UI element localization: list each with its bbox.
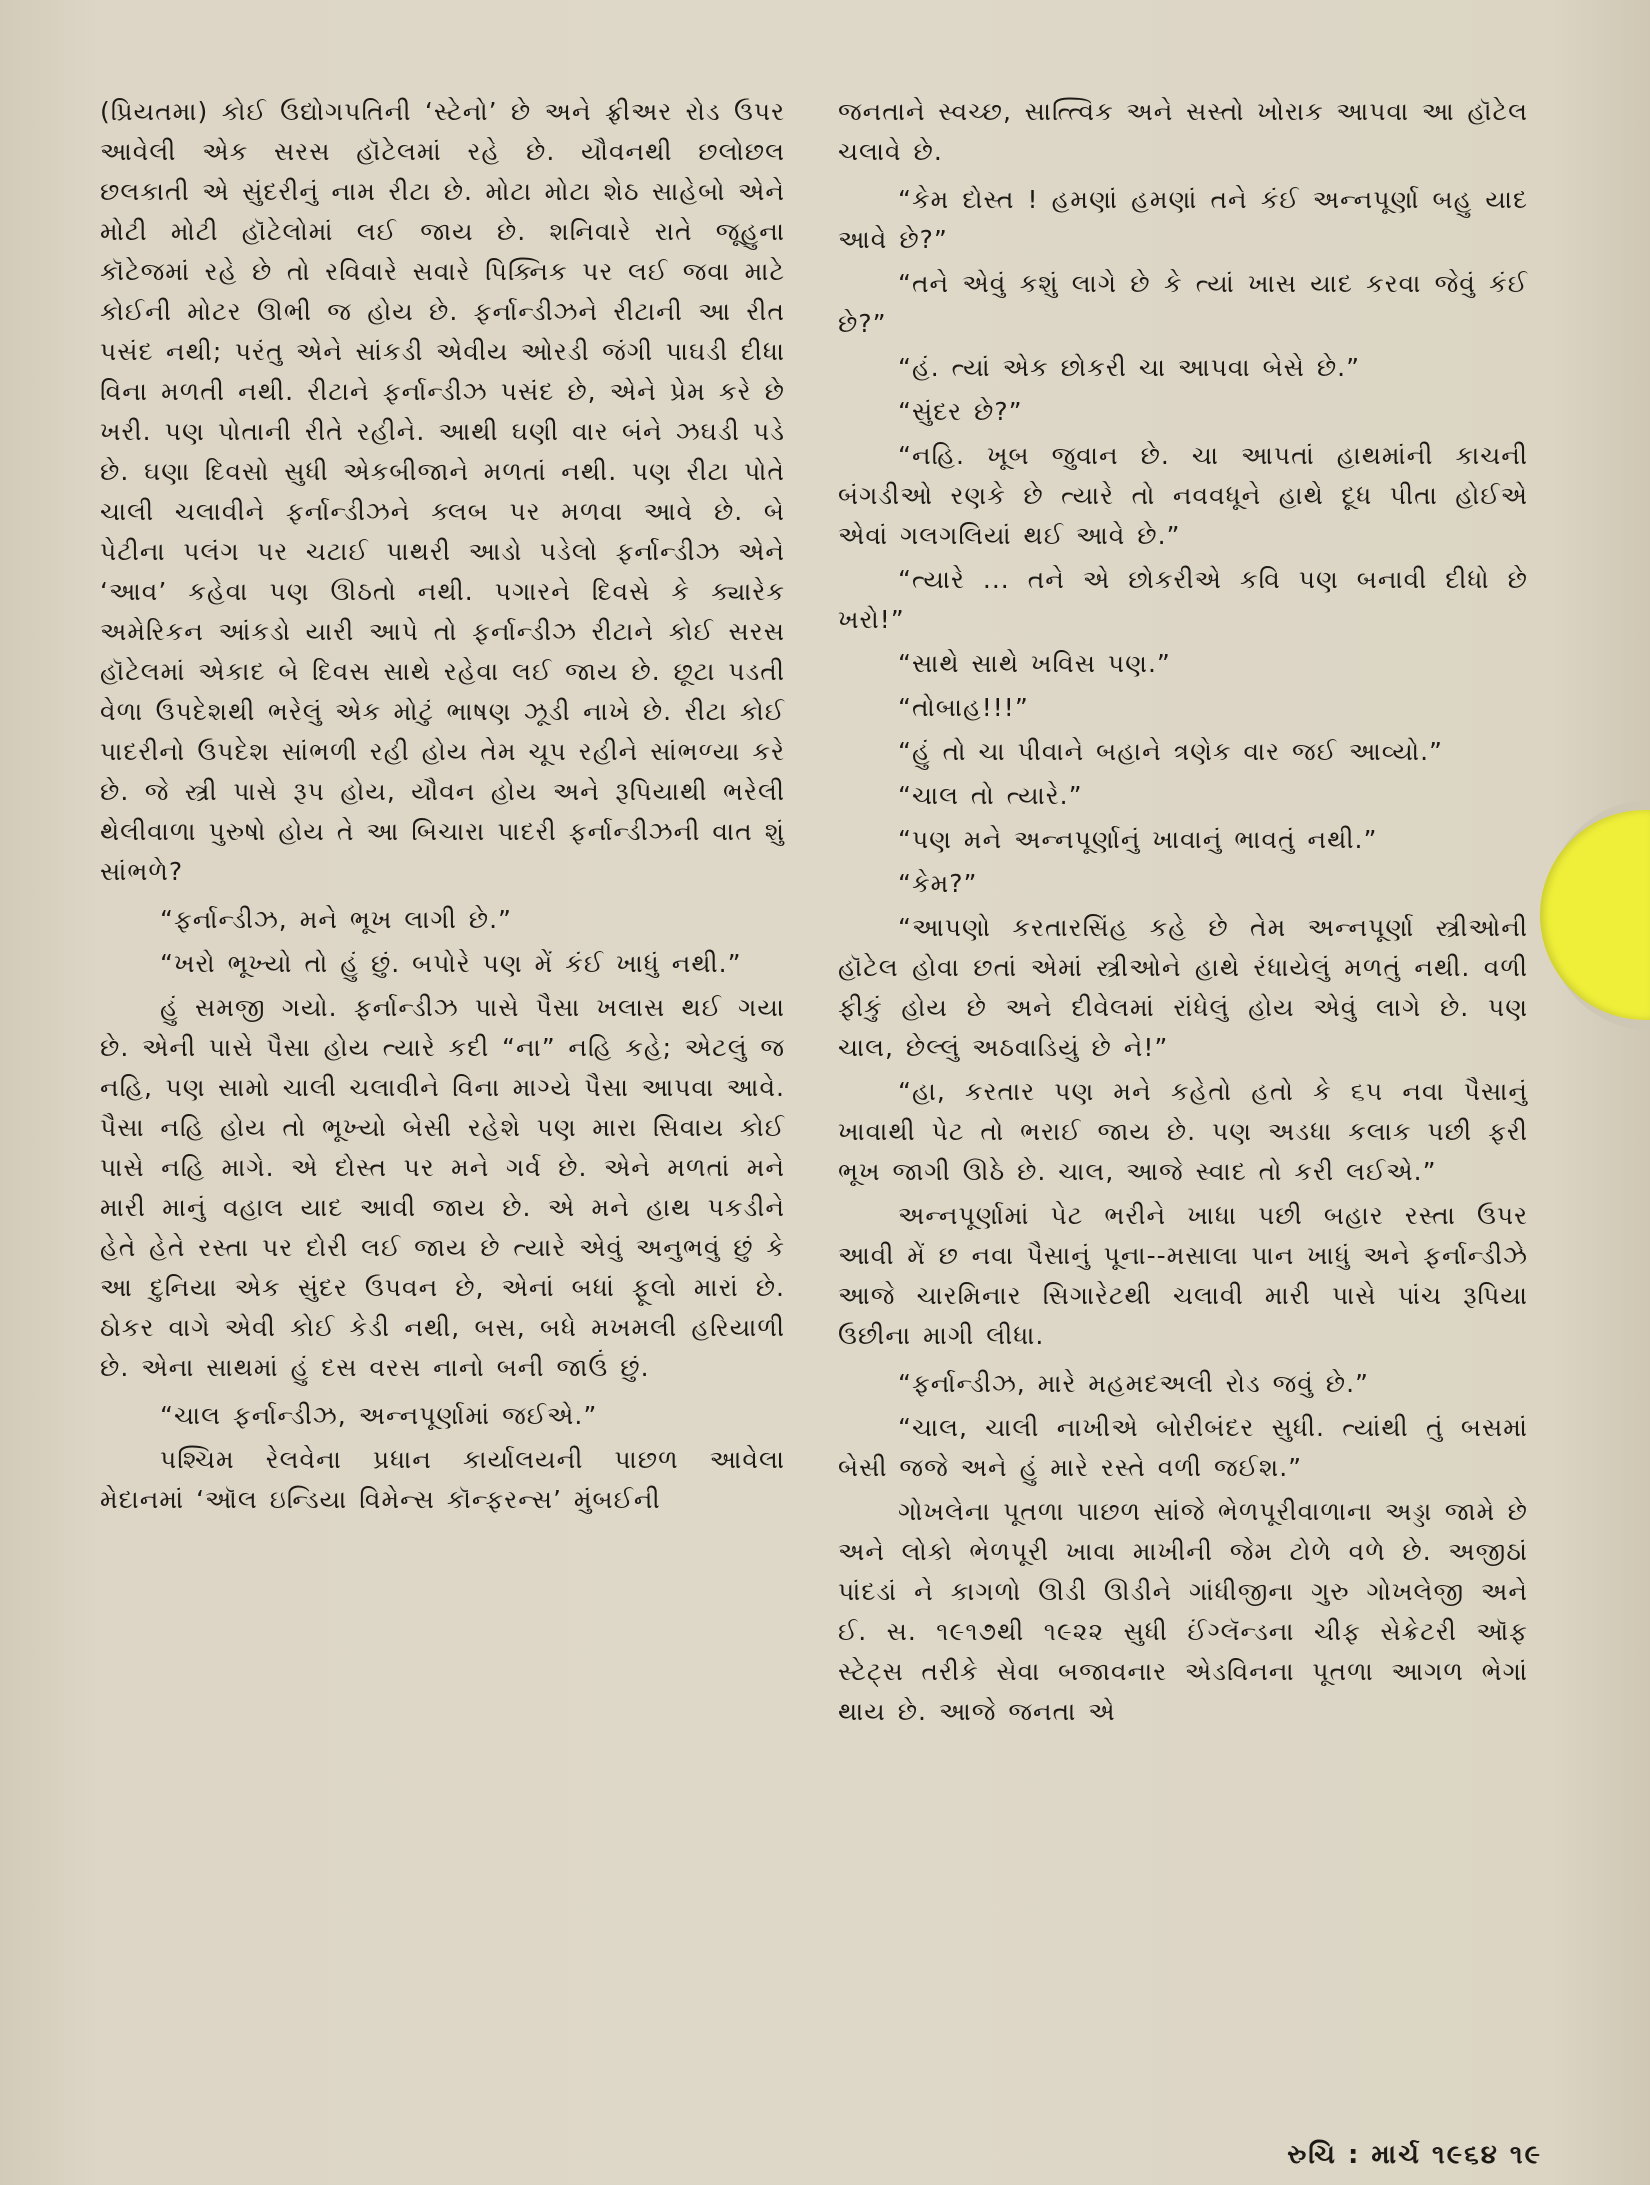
dialog-line: “ફર્નાન્ડીઝ, મને ભૂખ લાગી છે.”: [160, 905, 513, 934]
dialog-line: “તને એવું કશું લાગે છે કે ત્યાં ખાસ યાદ કરવા જેવું કંઈ છે?”: [838, 269, 1528, 338]
dialog-line: “તોબાહ!!!”: [898, 693, 1029, 722]
yellow-index-tab: [1540, 810, 1650, 1020]
dialog-line: “હં. ત્યાં એક છોકરી ચા આપવા બેસે છે.”: [898, 353, 1361, 382]
dialog-line: “સાથે સાથે ખવિસ પણ.”: [898, 649, 1171, 678]
dialog-line: “ચાલ ફર્નાન્ડીઝ, અન્નપૂર્ણામાં જઈએ.”: [160, 1401, 598, 1430]
paragraph: પશ્ચિમ રેલવેના પ્રધાન કાર્યાલયની પાછળ આવેલા મેદાનમાં ‘ઑલ ઇન્ડિયા વિમેન્સ કૉન્ફરન્સ’ મુંબઈની: [100, 1445, 785, 1514]
dialog-line: “કેમ દોસ્ત ! હમણાં હમણાં તને કંઈ અન્નપૂર્ણા બહુ યાદ આવે છે?”: [838, 185, 1528, 254]
dialog-line: “ચાલ, ચાલી નાખીએ બોરીબંદર સુધી. ત્યાંથી તું બસમાં બેસી જજે અને હું મારે રસ્તે વળી જઈશ.”: [838, 1413, 1528, 1482]
dialog-line: “ચાલ તો ત્યારે.”: [898, 781, 1083, 810]
dialog-line: “આપણો કરતારસિંહ કહે છે તેમ અન્નપૂર્ણા સ્ત્રીઓની હૉટેલ હોવા છતાં એમાં સ્ત્રીઓને હાથે રંધાયેલું મળતું નથી. વળી ફીકું હોય છે અને દીવેલમાં રાંધેલું હોય એવું લાગે છે. પણ ચાલ, છેલ્લું અઠવાડિયું છે ને!”: [838, 913, 1528, 1062]
paragraph: (પ્રિયતમા) કોઈ ઉદ્યોગપતિની ‘સ્ટેનો’ છે અને ફ્રીઅર રોડ ઉપર આવેલી એક સરસ હૉટેલમાં રહે છે. યૌવનથી છલોછલ છલકાતી એ સુંદરીનું નામ રીટા છે. મોટા મોટા શેઠ સાહેબો એને મોટી મોટી હૉટેલોમાં લઈ જાય છે. શનિવારે રાતે જૂહુના કૉટેજમાં રહે છે તો રવિવારે સવારે પિક્નિક પર લઈ જવા માટે કોઈની મોટર ઊભી જ હોય છે. ફર્નાન્ડીઝને રીટાની આ રીત પસંદ નથી; પરંતુ એને સાંકડી એવીય ઓરડી જંગી પાઘડી દીધા વિના મળતી નથી. રીટાને ફર્નાન્ડીઝ પસંદ છે, એને પ્રેમ કરે છે ખરી. પણ પોતાની રીતે રહીને. આથી ઘણી વાર બંને ઝઘડી પડે છે. ઘણા દિવસો સુધી એકબીજાને મળતાં નથી. પણ રીટા પોતે ચાલી ચલાવીને ફર્નાન્ડીઝને ક્લબ પર મળવા આવે છે. બે પેટીના પલંગ પર ચટાઈ પાથરી આડો પડેલો ફર્નાન્ડીઝ એને ‘આવ’ કહેવા પણ ઊઠતો નથી. પગારને દિવસે કે ક્યારેક અમેરિકન આંકડો યારી આપે તો ફર્નાન્ડીઝ રીટાને કોઈ સરસ હૉટેલમાં એકાદ બે દિવસ સાથે રહેવા લઈ જાય છે. છૂટા પડતી વેળા ઉપદેશથી ભરેલું એક મોટું ભાષણ ઝૂડી નાખે છે. રીટા કોઈ પાદરીનો ઉપદેશ સાંભળી રહી હોય તેમ ચૂપ રહીને સાંભળ્યા કરે છે. જે સ્ત્રી પાસે રૂપ હોય, યૌવન હોય અને રૂપિયાથી ભરેલી થેલીવાળા પુરુષો હોય તે આ બિચારા પાદરી ફર્નાન્ડીઝની વાત શું સાંભળે?: [100, 97, 785, 886]
left-text-column: [100, 92, 785, 1528]
dialog-line: “હા, કરતાર પણ મને કહેતો હતો કે ૬૫ નવા પૈસાનું ખાવાથી પેટ તો ભરાઈ જાય છે. પણ અડધા કલાક પછી ફરી ભૂખ જાગી ઊઠે છે. ચાલ, આજે સ્વાદ તો કરી લઈએ.”: [838, 1077, 1528, 1186]
right-text-column: [838, 92, 1528, 1740]
dialog-line: “સુંદર છે?”: [898, 397, 1023, 426]
dialog-line: “ખરો ભૂખ્યો તો હું છું. બપોરે પણ મેં કંઈ ખાધું નથી.”: [160, 949, 742, 978]
paragraph: ગોખલેના પૂતળા પાછળ સાંજે ભેળપૂરીવાળાના અડ્ડા જામે છે અને લોકો ભેળપૂરી ખાવા માખીની જેમ ટોળે વળે છે. અજીઠાં પાંદડાં ને કાગળો ઊડી ઊડીને ગાંધીજીના ગુરુ ગોખલેજી અને ઈ. સ. ૧૯૧૭થી ૧૯૨૨ સુધી ઈંગ્લૅન્ડના ચીફ સેક્રેટરી ઑફ સ્ટેટ્સ તરીકે સેવા બજાવનાર એડવિનના પૂતળા આગળ ભેગાં થાય છે. આજે જનતા એ: [838, 1497, 1528, 1726]
dialog-line: “ફર્નાન્ડીઝ, મારે મહમદઅલી રોડ જવું છે.”: [898, 1369, 1370, 1398]
paragraph: હું સમજી ગયો. ફર્નાન્ડીઝ પાસે પૈસા ખલાસ થઈ ગયા છે. એની પાસે પૈસા હોય ત્યારે કદી “ના” નહિ કહે; એટલું જ નહિ, પણ સામો ચાલી ચલાવીને વિના માગ્યે પૈસા આપવા આવે. પૈસા નહિ હોય તો ભૂખ્યો બેસી રહેશે પણ મારા સિવાય કોઈ પાસે નહિ માગે. એ દોસ્ત પર મને ગર્વ છે. એને મળતાં મને મારી માનું વહાલ યાદ આવી જાય છે. એ મને હાથ પકડીને હેતે હેતે રસ્તા પર દોરી લઈ જાય છે ત્યારે એવું અનુભવું છું કે આ દુનિયા એક સુંદર ઉપવન છે, એનાં બધાં ફૂલો મારાં છે. ઠોકર વાગે એવી કોઈ કેડી નથી, બસ, બધે મખમલી હરિયાળી છે. એના સાથમાં હું દસ વરસ નાનો બની જાઉં છું.: [100, 993, 785, 1382]
dialog-line: “નહિ. ખૂબ જુવાન છે. ચા આપતાં હાથમાંની કાચની બંગડીઓ રણકે છે ત્યારે તો નવવધૂને હાથે દૂધ પીતા હોઈએ એવાં ગલગલિયાં થઈ આવે છે.”: [838, 441, 1528, 550]
page-footer: રુચિ : માર્ચ ૧૯૬૪ ૧૯: [1287, 2140, 1542, 2170]
dialog-line: “પણ મને અન્નપૂર્ણાનું ખાવાનું ભાવતું નથી.”: [898, 825, 1378, 854]
paragraph: અન્નપૂર્ણામાં પેટ ભરીને ખાધા પછી બહાર રસ્તા ઉપર આવી મેં છ નવા પૈસાનું પૂના--મસાલા પાન ખાધું અને ફર્નાન્ડીઝે આજે ચારમિનાર સિગારેટથી ચલાવી મારી પાસે પાંચ રૂપિયા ઉછીના માગી લીધા.: [838, 1201, 1528, 1350]
dialog-line: “હું તો ચા પીવાને બહાને ત્રણેક વાર જઈ આવ્યો.”: [898, 737, 1443, 766]
paragraph: જનતાને સ્વચ્છ, સાત્ત્વિક અને સસ્તો ખોરાક આપવા આ હૉટેલ ચલાવે છે.: [838, 97, 1528, 166]
dialog-line: “કેમ?”: [898, 869, 978, 898]
dialog-line: “ત્યારે ... તને એ છોકરીએ કવિ પણ બનાવી દીધો છે ખરો!”: [838, 565, 1528, 634]
